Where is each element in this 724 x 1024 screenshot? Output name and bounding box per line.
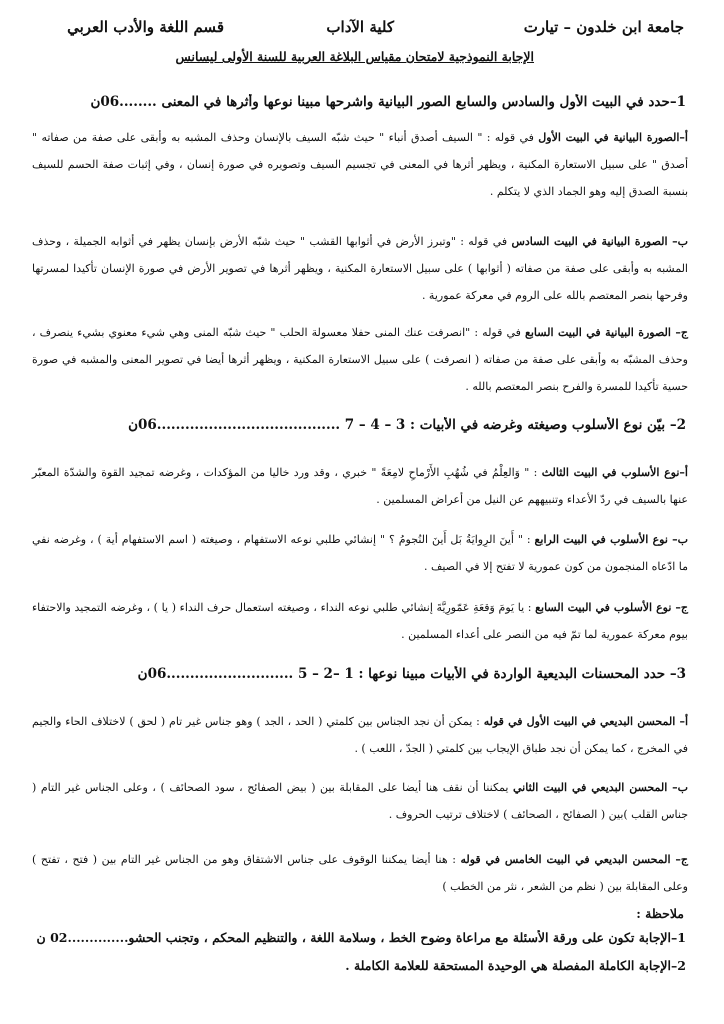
q3-answer-a [32, 708, 688, 762]
question-3-title: 3– حدد المحسنات البديعية الواردة في الأبيات مبينا نوعها : 1 –2 – 5 ...........................06ن [137, 666, 686, 682]
notes-title: ملاحظة : [636, 906, 684, 921]
q1-answer-c [32, 319, 688, 400]
department-name: قسم اللغة والأدب العربي [67, 18, 224, 36]
q3-answer-a-body: : يمكن أن نجد الجناس بين كلمتي ( الحد ، الجد ) وهو جناس غير تام ( لحق ) لاختلاف الحاء والجيم في المخرج ، كما يمكن أن نجد طباق الإيجاب بين كلمتي ( الجدّ ، اللعب ) . [32, 715, 688, 755]
question-1-title: 1–حدد في البيت الأول والسادس والسابع الصور البيانية واشرحها مبينا نوعها وأثرها في المعنى ........06ن [90, 94, 686, 110]
q1-answer-b [32, 228, 688, 309]
q2-answer-a-body: : " وَالعِلْمُ في شُهُبِ الأَرْماحِ لامِعَةً " خبري ، وقد ورد خاليا من المؤكدات ، وغرضه تمجيد القوة والشدّة المعبّر عنها بالسيف في ردّ الأعداء وتنبيههم عن النيل من أعراض المسلمين . [32, 466, 688, 506]
q3-answer-b-lead: ب– المحسن البديعي في البيت الثاني [513, 781, 688, 794]
q1-answer-b-body: في قوله : "وتبرز الأرض في أثوابها القشب " حيث شبّه الأرض بإنسان يظهر في أثوابه الجميلة ، وحذف المشبه به وأبقى على صفة من صفاته ( أثوابها ) على سبيل الاستعارة المكنية ، ويظهر أثرها في تصوير الأرض في صورة الإنسان تأكيدا لمسرتها وفرحها بنصر المعتصم بالله على الروم في معركة عمورية . [32, 235, 688, 302]
q3-answer-a-lead: أ– المحسن البديعي في البيت الأول في قوله [483, 715, 688, 728]
q2-answer-b-lead: ب– نوع الأسلوب في البيت الرابع [534, 533, 688, 546]
q1-answer-c-lead: ج– الصورة البيانية في البيت السابع [525, 326, 688, 339]
q2-answer-c-body: : يا يَومَ وَقعَةِ عَمّورِيَّةَ إنشائي طلبي نوعه النداء ، وصيغته استعمال حرف النداء ( يا ) ، وغرضه التمجيد والاحتفاء بيوم معركة عمورية لما تمّ فيه من النصر على أعداء المسلمين . [32, 601, 688, 641]
q3-answer-c-lead: ج– المحسن البديعي في البيت الخامس في قوله [460, 853, 688, 866]
note-line-1: 1–الإجابة تكون على ورقة الأسئلة مع مراعاة وضوح الخط ، وسلامة اللغة ، والتنظيم المحكم ، وتجنب الحشو..............02 ن [36, 930, 686, 945]
q2-answer-a-lead: أ–نوع الأسلوب في البيت الثالث [541, 466, 688, 479]
q1-answer-b-lead: ب– الصورة البيانية في البيت السادس [511, 235, 688, 248]
q1-answer-a [32, 124, 688, 205]
q2-answer-c-lead: ج– نوع الأسلوب في البيت السابع [535, 601, 689, 614]
faculty-name: كلية الآداب [326, 18, 394, 36]
q2-answer-c [32, 594, 688, 648]
q3-answer-c-body: : هنا أيضا يمكننا الوقوف على جناس الاشتقاق وهو من الجناس غير التام بين ( فتح ، تفتح ) وعلى المقابلة بين ( نظم من الشعر ، نثر من الخطب ) [32, 853, 688, 893]
q2-answer-b [32, 526, 688, 580]
document-subtitle: الإجابة النموذجية لامتحان مقياس البلاغة العربية للسنة الأولى ليسانس [175, 49, 534, 64]
q1-answer-a-body: في قوله : " السيف أصدق أنباء " حيث شبّه السيف بالإنسان وحذف المشبه به وأبقى على صفة من صفاته " أصدق " على سبيل الاستعارة المكنية ، ويظهر أثرها في المعنى في تجسيم السيف وتصويره في صورة إنسان ، وفي إثبات صفة الحسم للسيف بنسبة الصدق إليه وهو الجماد الذي لا يتكلم . [32, 131, 688, 198]
note-line-2: 2–الإجابة الكاملة المفصلة هي الوحيدة المستحقة للعلامة الكاملة . [345, 958, 686, 973]
q3-answer-b-body: يمكننا أن نقف هنا أيضا على المقابلة بين ( بيض الصفائح ، سود الصحائف ) ، وعلى الجناس غير التام ( جناس القلب )بين ( الصفائح ، الصحائف ) لاختلاف ترتيب الحروف . [32, 781, 688, 821]
q1-answer-c-body: في قوله : "انصرفت عنك المنى حفلا معسولة الحلب " حيث شبّه المنى وهي شيء معنوي بشيء ينصرف ، وحذف المشبّه به وأبقى على صفة من صفاته ( انصرفت ) على سبيل الاستعارة المكنية ، ويظهر أثرها أيضا في تصوير المعنى والمشبه في صورة حسية تأكيدا للمسرة والفرح بنصر المعتصم بالله . [32, 326, 688, 393]
question-2-title: 2– بيّن نوع الأسلوب وصيغته وغرضه في الأبيات : 3 – 4 – 7 .......................................06ن [128, 417, 686, 433]
q2-answer-a [32, 459, 688, 513]
q1-answer-a-lead: أ–الصورة البيانية في البيت الأول [538, 131, 688, 144]
university-name: جامعة ابن خلدون – تيارت [523, 18, 684, 36]
q3-answer-c [32, 846, 688, 900]
q3-answer-b [32, 774, 688, 828]
q2-answer-b-body: : " أَينَ الرِوايَةُ بَل أَينَ النُجومُ ؟ " إنشائي طلبي نوعه الاستفهام ، وصيغته ( اسم الاستفهام أية ) ، وغرضه نفي ما ادّعاه المنجمون من كون عمورية لا تفتح إلا في الصيف . [32, 533, 688, 573]
